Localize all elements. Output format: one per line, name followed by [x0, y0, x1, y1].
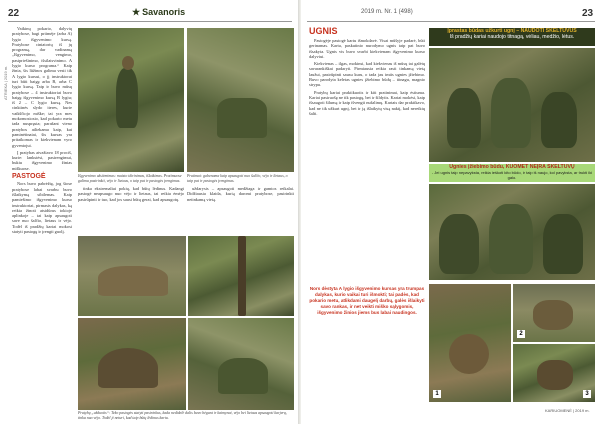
page-number-right: 23: [582, 8, 594, 19]
left-page: [0, 0, 298, 424]
photo-grass-shelter: [78, 236, 186, 316]
photo-fire-closeup-1: [429, 284, 511, 402]
photo-ground-shelter: [78, 318, 186, 410]
article-column-right: [309, 38, 425, 234]
soldier-head: [122, 56, 134, 70]
magazine-name: Savanoris: [142, 7, 186, 17]
banner-highlight: KUOMET NEĮRA SKELTUVŲ: [505, 164, 575, 170]
paragraph: uždarysis – apsaugoti medžiaga ir gamtos reikalai. Didžiausia klaida, kurią daromi pratybose, pasirinkti netinkamą vietą.: [187, 186, 294, 202]
article-column-3: [78, 186, 184, 232]
paragraph: Pratybų kariai praktikuotis ir kiti pratinimai, kaip ėstiuma. Kariai pasiruošę ne tik pastogę, bet ir šildytis. Kariai mokėsi, kaip išsaugoti šilumą ir kaip išvengti nušalimų. Kartais dar praktikavo, kad ne tik užkurt ugnį, bet ir ją išlaikytų visą naktį, kad nereiktų šalti.: [309, 89, 425, 116]
banner-subtext: Iš pradžių kariai naudojo titnagą, vėliau, medžio, lėtus.: [449, 34, 575, 41]
photo-soldiers-training: [429, 184, 595, 280]
paragraph: Vaikinų pokario, dalyvių pratybose, bagi priimėje (arba A) lygio išgyvenimo kursą. Pratybose ciniatorių iš jų programą, dar vadinamą „Išgyvenimo, vengimo, pasipriešinimo, išsilaisvinimo. A lygio kurso programa.“ Kaip žinia, šis lūžinos galima vesti tik A lygio kursui, o jį instruktorai turi būti baigę arba B, arba C lygio kursą. Taip ir buvo mūsų pratybose – 4 instruktoriai buvo baigę išgyvenimo kursą B lygiu; iš 2 – C lygio kursą. Nes cinktinės slydo iteres, kurie vaikščiojo miške; tai yra mes mokomosiosio, kad pokario metu tada nuspręsta; parašant vieno pratybos atliekama kaip, kai paminėtinaiai, šis kursas yra pritaikomas ir kiekvienam vyro gyventojui.: [12, 26, 72, 148]
banner-text: Ugnies įžiebimo būdu,: [449, 164, 505, 170]
shelter-figure: [217, 98, 267, 138]
photo-number: 2: [517, 330, 525, 338]
banner-top: [429, 28, 595, 46]
soldier-figure: [489, 204, 533, 274]
photo-fire-closeup-3: [513, 344, 595, 402]
hands-figure: [533, 300, 573, 330]
header-rule: [8, 21, 292, 22]
hands-figure: [537, 360, 573, 390]
shelter-figure: [98, 266, 168, 296]
article-column-4: [187, 186, 294, 232]
pull-quote: Nors dėstyta A lygio išgyvenimo kursas yra trumpas dalykas, kurio vaikai turi išmokti; tai padės, kad pokario metu, atlikdami daugelį darbų, galės išlaikyti savo rankas, ir net veikti miško sąlygomis, išgyvenimo žinios jiems bus labai naudingos.: [309, 286, 425, 315]
paragraph: Pastogėje pastogė kartu išmokdavė. Visai mūšyje padarė, būti gerinamas. Kartu, paskutinio nurodymo ugnis taip pat buvo išsakyta. Ugnis vis buvo svarbi kiekvienam išgyvenimo kurso dalyviui.: [309, 38, 425, 59]
photo-caption: Pratimai: gabenama kaip apsaugoti nuo šalčio, vėjo ir lietaus, o taip pat ir pastogės įrengimas.: [187, 174, 288, 183]
photo-forest-camp: [188, 318, 294, 410]
soldier-figure: [116, 68, 138, 128]
photo-number: 1: [433, 390, 441, 398]
paragraph: Kiekvienas – ilgas, mokinsi, kad kiekvienas iš mūsų tai galėtų savarankiškai padaryti. Pirmiausia reikia rasti tinkamą vietą laužui, pasirūpinti sausu kuru, o tada jau imtis ugnies įžiebimo. Buvo parodyta keletas ugnies įžiebimo būdų – titnagu, magnio strypu.: [309, 61, 425, 88]
photo-fire-closeup-2: [513, 284, 595, 342]
banner-mid: [429, 164, 595, 182]
soldier-figure: [439, 214, 479, 274]
right-page: [301, 0, 600, 424]
paragraph: Į pratybas atvažiavo 18 prociš, kurie: lankstėsi, pasirengimui, bukiu išgyvenimo žinias miškuose.: [12, 149, 72, 171]
photo-forest-tree: [188, 236, 294, 316]
soldier-figure: [541, 92, 577, 148]
tree-trunk: [238, 236, 246, 316]
shelter-figure: [218, 358, 268, 394]
shelter-figure: [98, 348, 158, 388]
fire-pit: [449, 334, 489, 374]
soldier-figure: [447, 88, 481, 148]
section-heading: UGNIS: [309, 26, 338, 36]
page-footer: KARIUOMENĖ | 2019 m.: [545, 408, 590, 413]
issue-label: 2019 m. Nr. 1 (498): [361, 9, 413, 15]
photo-number: 3: [583, 390, 591, 398]
magazine-logo: [132, 7, 185, 18]
banner-subtext: - Jei ugnis taip nepavyksta, reikia ieškoti kito būdo, ir taip iš naujo, kol pavyksta, ar trukti iki galo.: [431, 170, 593, 181]
soldier-figure: [491, 78, 531, 148]
photo-caption: Išgyvenimo užsiėmimas: maisto tikrinimas, išlaikimas. Pratimuose galima pasirinkti, vėjo ir lietaus, o taip pat ir pastogės įrengimas.: [78, 174, 182, 183]
header-rule: [307, 21, 595, 22]
page-number-left: 22: [8, 8, 20, 19]
photo-shelter: [187, 28, 294, 172]
soldier-figure: [543, 214, 583, 274]
star-icon: ★: [132, 7, 141, 17]
photo-fire-group: [429, 48, 595, 162]
paragraph: Nors buvo pabrėžtę, jog šiose pratybose labai svarbu buvo išlaikymą sibilemas. Kaip pamiešimo išgyvenimo kurso instruktoriai, pirmasis dalykas, ką reikia žinoti atsidūrus tokioje aplinkoje – tai kaip apsaugoti save nuo šalčio, lietaus ir vėjo. Todėl iš pradžių kariai mokosi statyti pastogę ir įrengti guolį.: [12, 181, 72, 234]
paragraph: tinka ekstremaliai pokių, kad būtų lėdinus. Kadangi pastogė neapsaugo nuo vėjo ir lietaus, tai reikia ėmėjo pasirūpinti ir tuo, kad jos sausi būtų gerai, kad apsaugotų.: [78, 186, 184, 202]
section-heading: PASTOGĖ: [12, 173, 46, 181]
article-column-1: [12, 26, 72, 421]
banner-text: Įprastas būdas užkurti ugnį –: [447, 28, 520, 34]
vertical-label: ATRIEKA | 2019 m.: [3, 65, 8, 100]
banner-highlight: NAUDOTI SKELTUVUS: [520, 28, 577, 34]
photo-soldier-forest: [78, 28, 184, 172]
bottom-caption: Pratybų „užduotis“: Teko pastogės statyti pasirinkus, kada nedidelė dalis buvo bėgant ir kaimynai, vėjo bei lietaus apsaugoti karjerą, tinka nuo vėjo. Todėl ji neturi, kad taip būtų lėdinus kartu.: [78, 411, 287, 420]
